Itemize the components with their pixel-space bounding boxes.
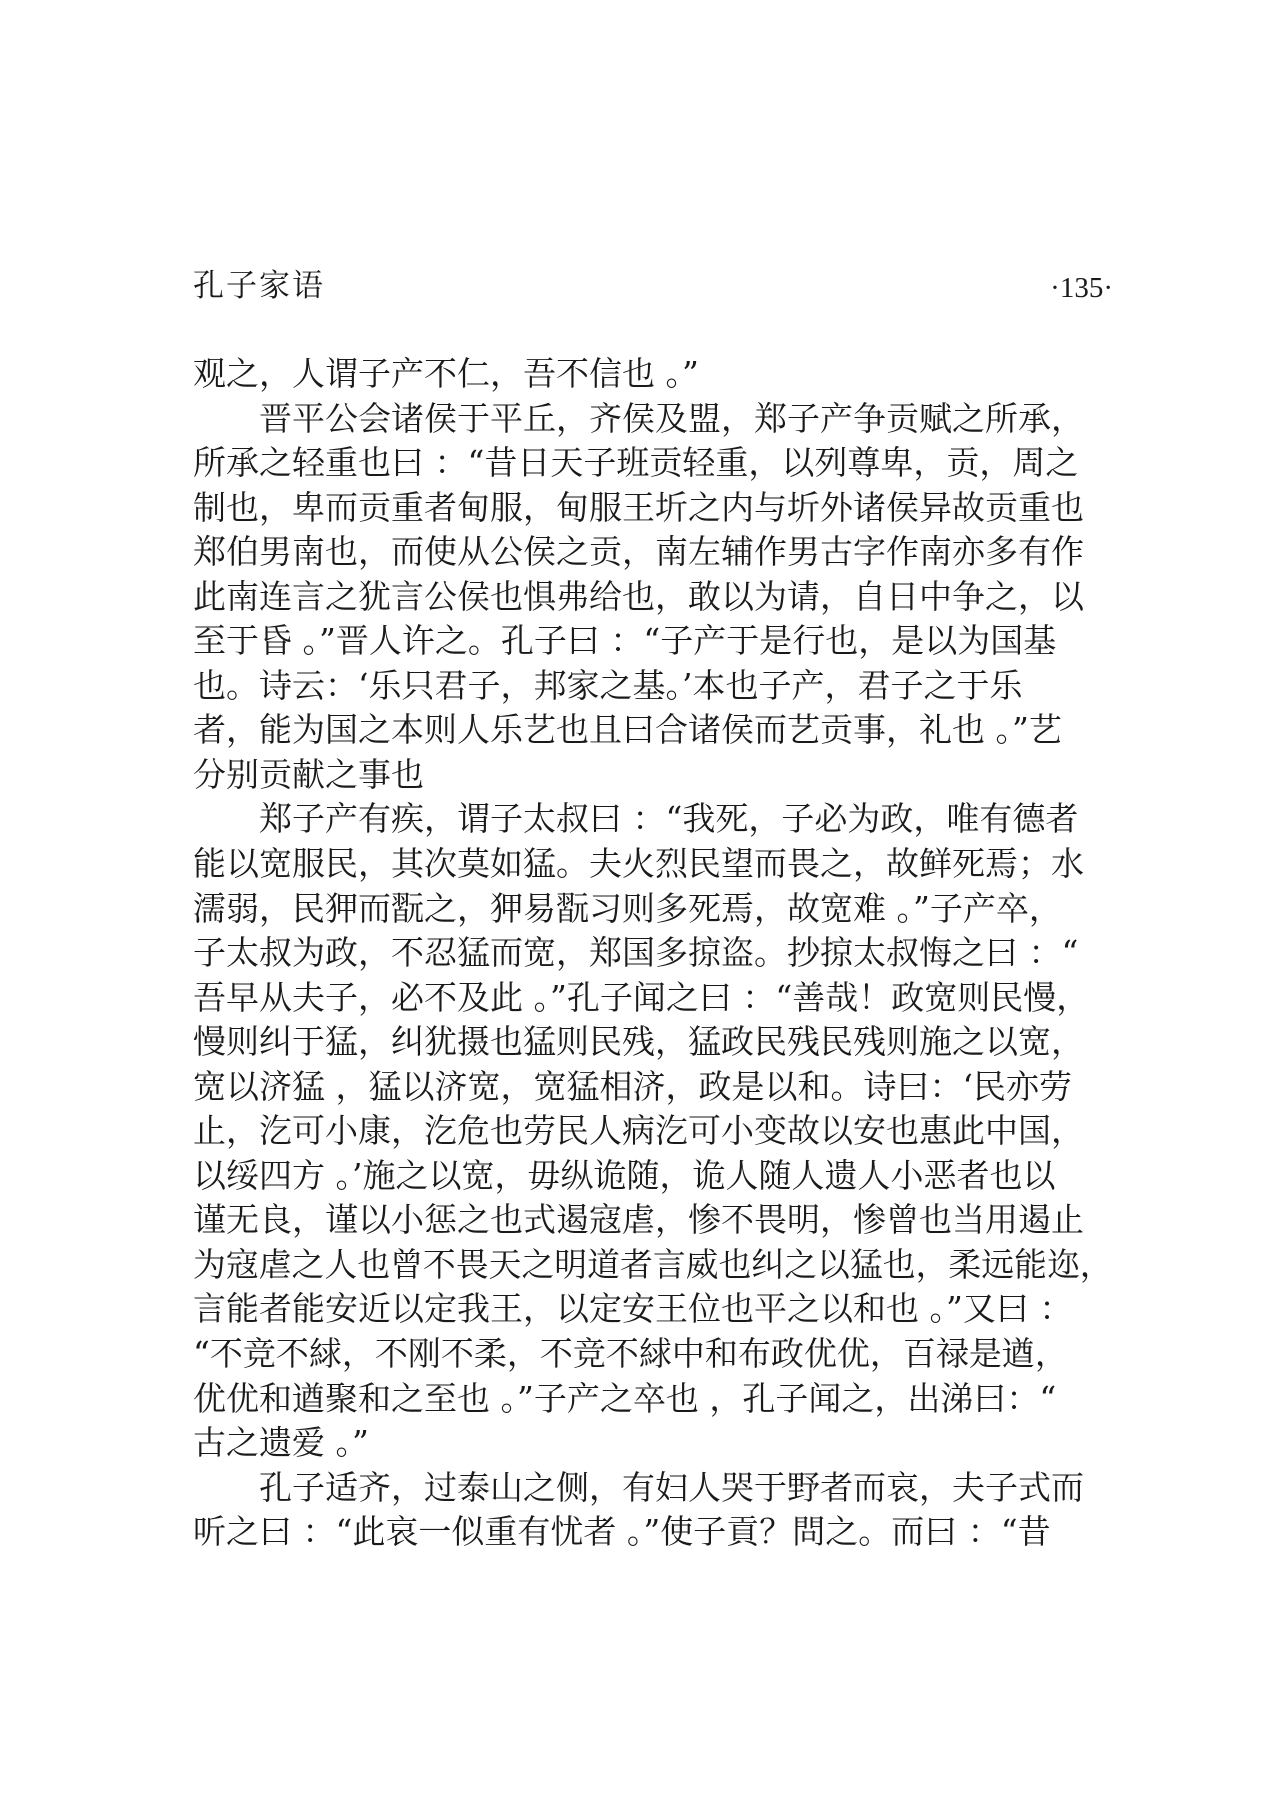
text-line: 优优和遒聚和之至也 。”子产之卒也 ，孔子闻之，出涕曰：“ (193, 1378, 1057, 1418)
text-line: 听之曰 ：“此哀一似重有忧者 。”使子貢？問之。而曰 ：“昔 (193, 1512, 1051, 1552)
text-line: 慢则纠于猛，纠犹摄也猛则民残，猛政民残民残则施之以宽， (193, 1022, 1084, 1062)
text-line: 吾早从夫子，必不及此 。”孔子闻之曰 ：“善哉！政宽则民慢， (193, 977, 1090, 1017)
text-line: 者，能为国之本则人乐艺也且曰合诸侯而艺贡事，礼也 。”艺 (193, 710, 1062, 750)
text-line: 此南连言之犹言公侯也惧弗给也，敢以为请，自日中争之，以 (193, 576, 1084, 616)
text-line: 郑子产有疾，谓子太叔曰 ：“我死，子必为政，唯有德者 (259, 799, 1079, 839)
text-line: 郑伯男南也，而使从公侯之贡，南左辅作男古字作南亦多有作 (193, 532, 1084, 572)
text-line: 所承之轻重也曰 ：“昔日天子班贡轻重，以列尊卑，贡，周之 (193, 443, 1079, 483)
body-text (193, 352, 1113, 1555)
text-line: “不竞不絿，不刚不柔，不竞不絿中和布政优优，百禄是遒， (193, 1334, 1068, 1374)
text-line: 晋平公会诸侯于平丘，齐侯及盟，郑子产争贡赋之所承， (259, 398, 1084, 438)
text-line: 至于昏 。”晋人许之。孔子曰 ：“子产于是行也，是以为国基 (193, 621, 1057, 661)
text-line: 古之遗爱 。” (193, 1423, 369, 1463)
text-line: 分别贡献之事也 (193, 754, 424, 794)
text-line: 也。诗云：‘乐只君子，邦家之基。’本也子产，君子之于乐 (193, 665, 1023, 705)
text-line: 能以宽服民，其次莫如猛。夫火烈民望而畏之，故鲜死焉；水 (193, 844, 1084, 884)
text-line: 观之，人谓子产不仁，吾不信也 。” (193, 354, 699, 393)
page-number: ·135· (1050, 272, 1113, 304)
text-line: 濡弱，民狎而翫之，狎易翫习则多死焉，故宽难 。”子产卒， (193, 888, 1062, 928)
text-line: 宽以济猛 ，猛以济宽，宽猛相济，政是以和。诗曰：‘民亦劳 (193, 1066, 1072, 1106)
text-line: 止，汔可小康，汔危也劳民人病汔可小变故以安也惠此中国， (193, 1111, 1084, 1151)
text-line: 谨无良，谨以小惩之也式遏寇虐，惨不畏明，惨曾也当用遏止 (193, 1200, 1084, 1240)
text-line: 子太叔为政，不忍猛而宽，郑国多掠盗。抄掠太叔悔之曰 ：“ (193, 933, 1079, 973)
text-line: 孔子适齐，过泰山之侧，有妇人哭于野者而哀，夫子式而 (259, 1467, 1084, 1507)
text-line: 言能者能安近以定我王，以定安王位也平之以和也 。”又曰 ： (193, 1289, 1073, 1329)
text-line: 以绥四方 。’施之以宽，毋纵诡随，诡人随人遗人小恶者也以 (193, 1155, 1056, 1195)
running-title: 孔子家语 (193, 268, 325, 304)
text-line: 制也，卑而贡重者甸服，甸服王圻之内与圻外诸侯异故贡重也 (193, 487, 1084, 527)
text-line: 为寇虐之人也曾不畏天之明道者言威也纠之以猛也，柔远能迩， (193, 1245, 1113, 1284)
